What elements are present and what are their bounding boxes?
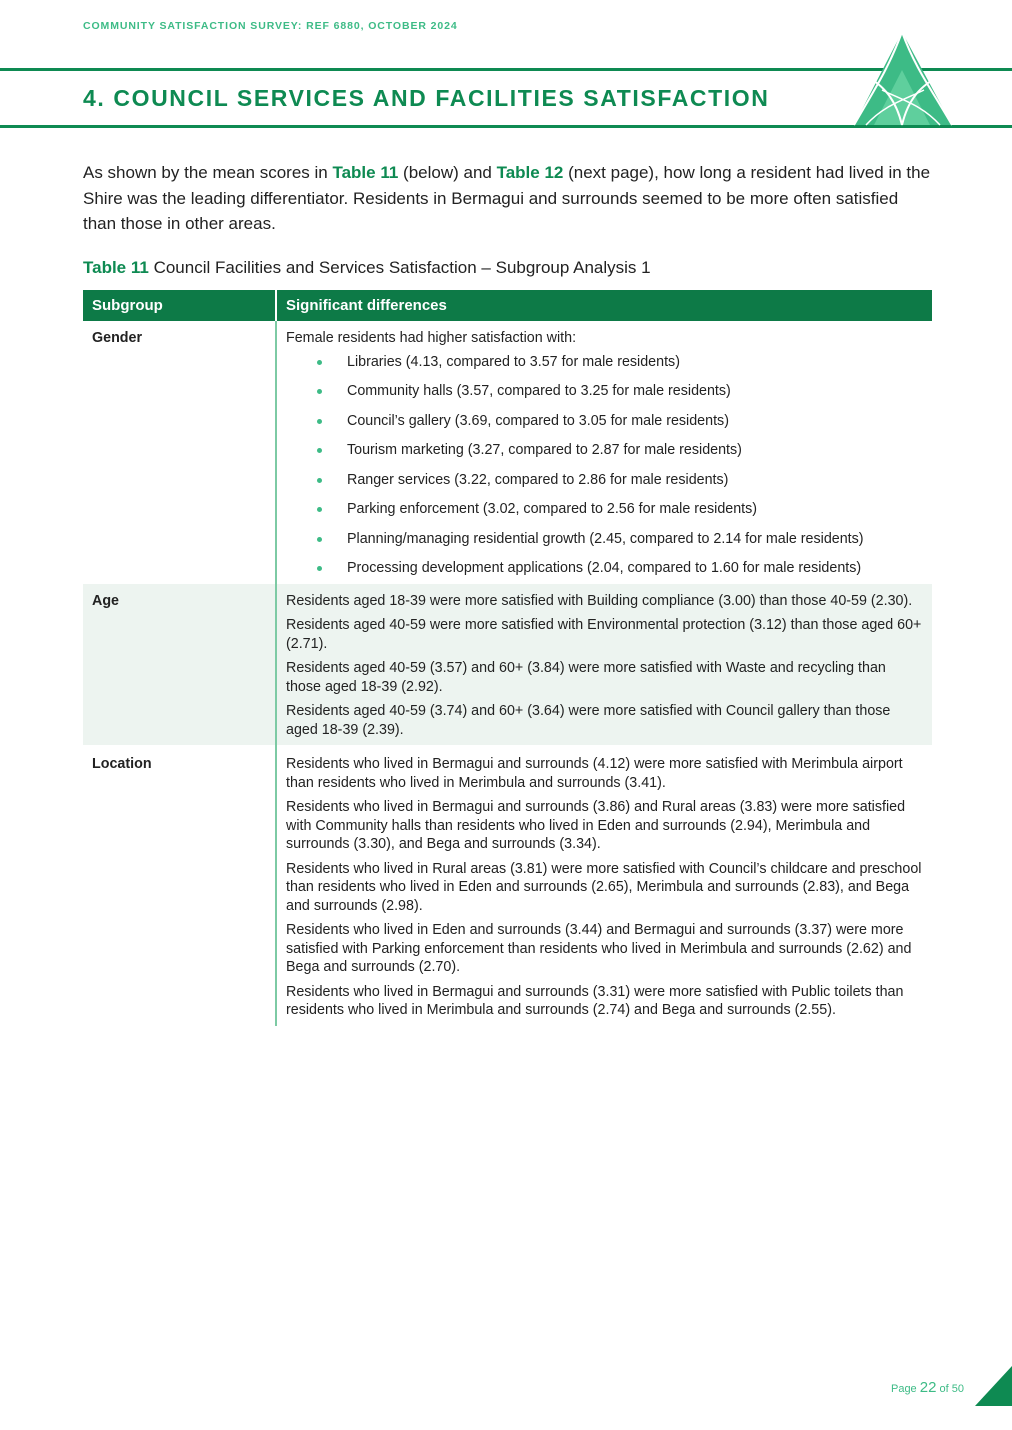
bullet-icon — [317, 537, 322, 542]
bullet-icon — [317, 478, 322, 483]
list-item: Tourism marketing (3.27, compared to 2.87 for male residents) — [317, 441, 923, 460]
subgroup-label-gender: Gender — [83, 321, 276, 584]
list-item: Libraries (4.13, compared to 3.57 for male residents) — [317, 353, 923, 372]
bullet-icon — [317, 448, 322, 453]
gender-differences — [276, 321, 932, 584]
table-caption-text: Council Facilities and Services Satisfaction – Subgroup Analysis 1 — [148, 258, 651, 277]
mountain-logo-icon — [844, 30, 962, 128]
total-pages: 50 — [951, 1383, 964, 1395]
bullet-icon — [317, 566, 322, 571]
intro-text-2: (below) and — [398, 163, 497, 182]
table-row-gender — [83, 321, 932, 584]
table-11-reference-link[interactable]: Table 11 — [332, 163, 399, 182]
gender-intro: Female residents had higher satisfaction with: — [286, 330, 577, 346]
table-caption — [83, 258, 651, 278]
bullet-icon — [317, 507, 322, 512]
current-page: 22 — [919, 1379, 937, 1396]
bullet-icon — [317, 360, 322, 365]
running-header: COMMUNITY SATISFACTION SURVEY: REF 6880, OCTOBER 2024 — [83, 20, 458, 32]
list-item: Ranger services (3.22, compared to 2.86 for male residents) — [317, 471, 923, 490]
corner-triangle-icon — [975, 1366, 1012, 1406]
table-caption-number: Table 11 — [83, 258, 149, 277]
location-finding: Residents who lived in Bermagui and surrounds (4.12) were more satisfied with Merimbula airport than residents who lived in Merimbula and surrounds (3.41). — [286, 756, 903, 791]
age-finding: Residents aged 40-59 were more satisfied with Environmental protection (3.12) than those aged 60+ (2.71). — [286, 617, 922, 652]
list-item: Parking enforcement (3.02, compared to 2.56 for male residents) — [317, 500, 923, 519]
list-item: Community halls (3.57, compared to 3.25 for male residents) — [317, 382, 923, 401]
list-item: Council’s gallery (3.69, compared to 3.05 for male residents) — [317, 412, 923, 431]
subgroup-analysis-table — [83, 290, 932, 1026]
gender-bullet-list — [286, 353, 923, 578]
location-finding: Residents who lived in Rural areas (3.81) were more satisfied with Council’s childcare and preschool than residents who lived in Eden and surrounds (2.65), Merimbula and surrounds (2.83), and Bega and surrounds (2.98). — [286, 860, 922, 914]
location-finding: Residents who lived in Bermagui and surrounds (3.31) were more satisfied with Public toilets than residents who lived in Merimbula and surrounds (2.74) and Bega and surrounds (2.55). — [286, 983, 904, 1018]
bullet-icon — [317, 419, 322, 424]
list-item: Planning/managing residential growth (2.45, compared to 2.14 for male residents) — [317, 530, 923, 549]
age-finding: Residents aged 40-59 (3.74) and 60+ (3.64) were more satisfied with Council gallery than those aged 18-39 (2.39). — [286, 703, 891, 738]
location-finding: Residents who lived in Eden and surrounds (3.44) and Bermagui and surrounds (3.37) were more satisfied with Parking enforcement than residents who lived in Merimbula and surrounds (2.62) and Bega and surrounds (2.70). — [286, 922, 912, 975]
bullet-icon — [317, 389, 322, 394]
intro-text-3: (next page), how long a resident had lived in the Shire was the leading differentiator. Residents in Bermagui and surrounds seemed to be more often satisfied than those in other areas. — [83, 163, 931, 233]
table-row-age — [83, 584, 932, 746]
location-differences — [276, 745, 932, 1026]
section-title: 4. COUNCIL SERVICES AND FACILITIES SATISFACTION — [83, 85, 770, 111]
table-header-row — [83, 290, 932, 321]
list-item: Processing development applications (2.04, compared to 1.60 for male residents) — [317, 559, 923, 578]
page-number: Page 22 of 50 — [890, 1379, 964, 1396]
age-finding: Residents aged 18-39 were more satisfied with Building compliance (3.00) than those 40-59 (2.30). — [286, 592, 913, 609]
table-12-reference-link[interactable]: Table 12 — [496, 163, 564, 182]
intro-text-1: As shown by the mean scores in — [83, 163, 333, 182]
intro-paragraph — [83, 160, 933, 237]
header-significant-differences: Significant differences — [276, 290, 932, 321]
header-subgroup: Subgroup — [83, 290, 276, 321]
subgroup-label-age: Age — [83, 584, 276, 746]
age-differences — [276, 584, 932, 746]
subgroup-label-location: Location — [83, 745, 276, 1026]
table-row-location — [83, 745, 932, 1026]
age-finding: Residents aged 40-59 (3.57) and 60+ (3.84) were more satisfied with Waste and recycling than those aged 18-39 (2.92). — [286, 660, 886, 695]
location-finding: Residents who lived in Bermagui and surrounds (3.86) and Rural areas (3.83) were more satisfied with Community halls than residents who lived in Eden and surrounds (2.94), Merimbula and surrounds (3.30), and Bega and surrounds (3.34). — [286, 799, 906, 852]
